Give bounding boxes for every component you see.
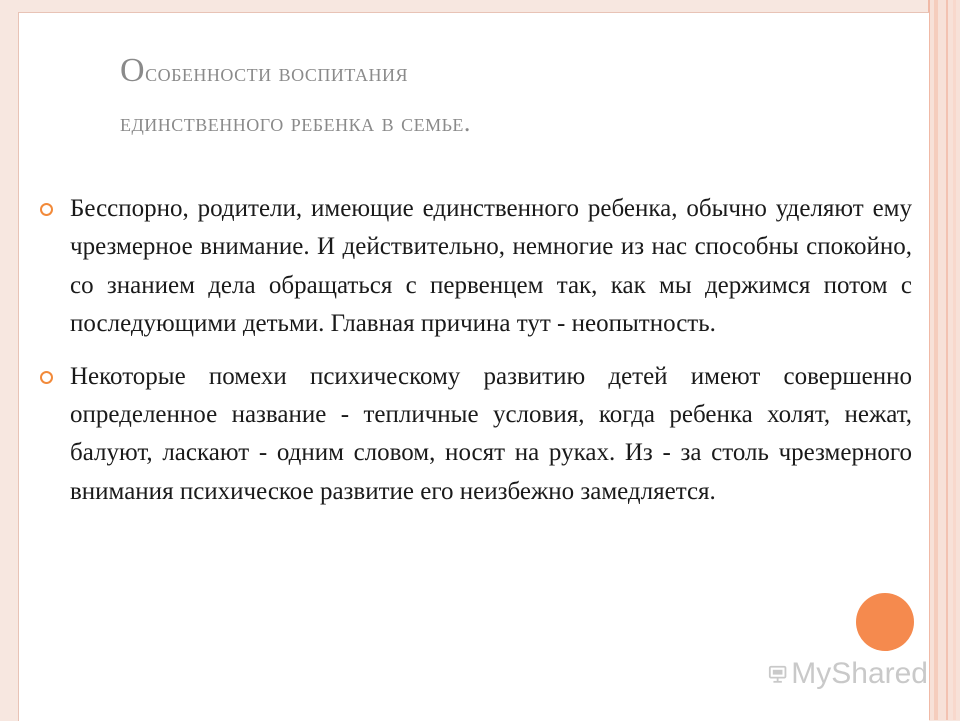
- bullet-item: [34, 358, 914, 512]
- decorative-circle: [856, 593, 914, 651]
- watermark-text: MyShared: [791, 657, 928, 690]
- bullet-text: Бесспорно, родители, имеющие единственного ребенка, обычно уделяют ему чрезмерное внимание. И действительно, немногие из нас способны спокойно, со знанием дела обращаться с первенцем так, как мы держимся потом с последующими детьми. Главная причина тут - неопытность.: [70, 195, 912, 338]
- bullet-circle-icon: [40, 203, 53, 216]
- slide-content: [34, 190, 914, 525]
- projector-icon: [768, 658, 787, 690]
- stripe-line: [953, 0, 956, 720]
- title-line-1-text: собенности воспитания: [145, 58, 408, 87]
- bullet-item: [34, 190, 914, 344]
- title-initial: О: [120, 52, 146, 89]
- stripe-line: [946, 0, 948, 720]
- bullet-circle-icon: [40, 371, 53, 384]
- slide-title: [120, 46, 900, 148]
- bullet-text: Некоторые помехи психическому развитию детей имеют совершенно определенное название - тепличные условия, когда ребенка холят, нежат, балуют, ласкают - одним словом, носят на руках. Из - за столь чрезмерного внимания психическое развитие его неизбежно замедляется.: [70, 362, 912, 505]
- title-line-1: [120, 46, 900, 98]
- watermark: [768, 654, 928, 694]
- title-line-2: единственного ребенка в семье.: [120, 108, 471, 137]
- stripe-line: [934, 0, 938, 720]
